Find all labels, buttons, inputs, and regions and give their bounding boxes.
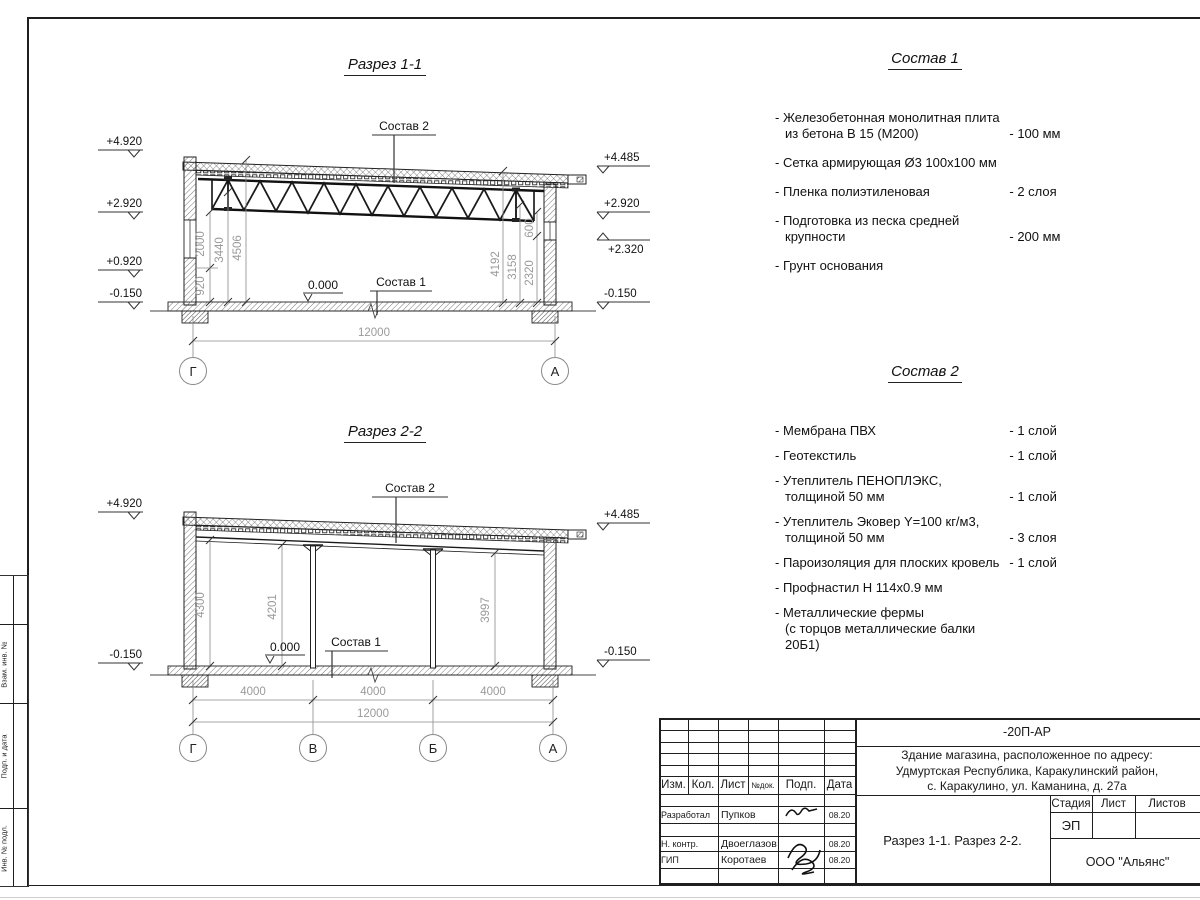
section2-dim-labels xyxy=(195,592,506,720)
section1-elevations-left xyxy=(98,150,143,309)
side-stamp-label: Инв. № подл. xyxy=(0,825,9,872)
document-title: Разрез 1-1. Разрез 2-2. xyxy=(883,832,1022,848)
section2-leaders xyxy=(265,481,448,678)
dim-label: 4000 xyxy=(480,686,506,698)
side-stamp-label: Взам. инв. № xyxy=(0,641,9,688)
dim-label: 3440 xyxy=(214,237,226,263)
col-header-ndoc: №док. xyxy=(751,780,775,790)
dim-label: 3997 xyxy=(480,597,492,623)
elevation-label: +2.920 xyxy=(604,198,640,210)
list-item: - Утеплитель Эковер Y=100 кг/м3, толщиной 50 мм - 3 слоя xyxy=(775,514,1057,545)
composition1-title: Состав 1 xyxy=(775,50,1075,70)
leader-label: Состав 2 xyxy=(379,119,429,133)
dim-label: 4201 xyxy=(267,594,279,620)
axis-bubble-label: Г xyxy=(189,364,197,379)
dim-label: 12000 xyxy=(357,708,389,720)
dim-label: 2000 xyxy=(195,231,207,257)
side-stamp-strip xyxy=(0,575,29,887)
elevation-label: +2.320 xyxy=(608,244,644,256)
row-name: Коротаев xyxy=(721,853,767,866)
dim-label: 4300 xyxy=(195,592,207,618)
leader-label: Состав 1 xyxy=(331,635,381,649)
list-item: - Мембрана ПВХ - 1 слой xyxy=(775,423,1057,438)
elevation-label: +2.920 xyxy=(106,198,142,210)
row-role: Н. контр. xyxy=(661,838,699,849)
composition1-list xyxy=(775,50,1075,287)
section2-axes xyxy=(180,735,567,762)
company-name: ООО "Альянс" xyxy=(1085,854,1170,869)
axis-bubble-label: Г xyxy=(189,741,197,756)
list-item: - Утеплитель ПЕНОПЛЭКС, толщиной 50 мм - 1 слой xyxy=(775,473,1057,504)
dim-label: 2320 xyxy=(524,260,536,286)
signature-marks xyxy=(778,798,824,878)
elevation-label: -0.150 xyxy=(604,288,637,300)
leader-label: Состав 1 xyxy=(376,275,426,289)
elevation-label: +4.920 xyxy=(106,136,142,148)
col-header-podp: Подп. xyxy=(785,779,817,791)
col-header-kol: Кол. xyxy=(691,779,715,791)
elevation-label: -0.150 xyxy=(109,288,142,300)
col-header-data: Дата xyxy=(826,779,853,791)
elevation-label: -0.150 xyxy=(604,646,637,658)
list-item: - Железобетонная монолитная плита из бетона В 15 (М200) - 100 мм xyxy=(775,110,1061,141)
axis-bubble-label: Б xyxy=(428,741,438,756)
list-item: - Пароизоляция для плоских кровель - 1 слой xyxy=(775,555,1057,570)
dim-label: 600 xyxy=(524,218,536,238)
list-item: - Металлические фермы (с торцов металлические балки 20Б1) xyxy=(775,605,976,652)
list-item: - Пленка полиэтиленовая - 2 слоя xyxy=(775,184,1057,199)
dim-label: 4000 xyxy=(360,686,386,698)
row-date: 08.20 xyxy=(828,809,851,820)
row-name: Пупков xyxy=(721,808,756,821)
row-date: 08.20 xyxy=(828,854,851,865)
section2-structure xyxy=(150,512,596,687)
zero-mark-label: 0.000 xyxy=(307,278,339,292)
elevation-label: +4.485 xyxy=(604,509,640,521)
leader-label: Состав 2 xyxy=(385,481,435,495)
elevation-label: +4.485 xyxy=(604,152,640,164)
row-role: ГИП xyxy=(661,854,679,865)
title-block xyxy=(659,718,1200,885)
list-item: - Сетка армирующая Ø3 100х100 мм xyxy=(775,155,997,170)
list-item: - Профнастил Н 114х0.9 мм xyxy=(775,580,943,595)
list-item: - Грунт основания xyxy=(775,258,884,273)
elevation-label: -0.150 xyxy=(109,649,142,661)
dim-label: 920 xyxy=(195,276,207,296)
side-stamp-label: Подп. и дата xyxy=(0,734,9,779)
section1-axes xyxy=(180,358,569,385)
section1-elevation-labels-right xyxy=(604,152,644,300)
axis-bubble-label: А xyxy=(548,741,558,756)
stage-value: ЭП xyxy=(1061,817,1081,833)
dim-label: 4506 xyxy=(232,235,244,261)
section1-elevation-labels-left xyxy=(107,136,143,300)
axis-bubble-label: В xyxy=(308,741,318,756)
composition2-list xyxy=(775,363,1075,662)
axis-bubble-label: А xyxy=(550,364,560,379)
composition2-title: Состав 2 xyxy=(775,363,1075,383)
elevation-label: +0.920 xyxy=(106,256,142,268)
stage-label: Стадия xyxy=(1051,797,1091,810)
row-name: Двоеглазов xyxy=(721,837,777,850)
section2-title: Разрез 2-2 xyxy=(320,423,450,443)
zero-mark-label: 0.000 xyxy=(269,640,301,654)
row-date: 08.20 xyxy=(828,838,851,849)
project-address: Здание магазина, расположенное по адресу: Удмуртская Республика, Каракулинский район, с. Каракулино, ул. Каманина, д. 27а xyxy=(895,748,1159,793)
dim-label: 12000 xyxy=(358,327,390,339)
dim-label: 4192 xyxy=(490,251,502,277)
row-role: Разработал xyxy=(661,809,710,820)
sheets-label: Листов xyxy=(1148,797,1186,810)
sheet-label: Лист xyxy=(1101,797,1126,810)
list-item: - Подготовка из песка средней крупности - 200 мм xyxy=(775,213,1061,244)
dim-label: 3158 xyxy=(507,254,519,280)
list-item: - Геотекстиль - 1 слой xyxy=(775,448,1057,463)
document-code: -20П-АР xyxy=(1003,725,1051,739)
col-header-list: Лист xyxy=(720,779,746,791)
section1-title: Разрез 1-1 xyxy=(320,56,450,76)
dim-label: 4000 xyxy=(240,686,266,698)
col-header-izm: Изм. xyxy=(661,779,686,791)
elevation-label: +4.920 xyxy=(106,498,142,510)
